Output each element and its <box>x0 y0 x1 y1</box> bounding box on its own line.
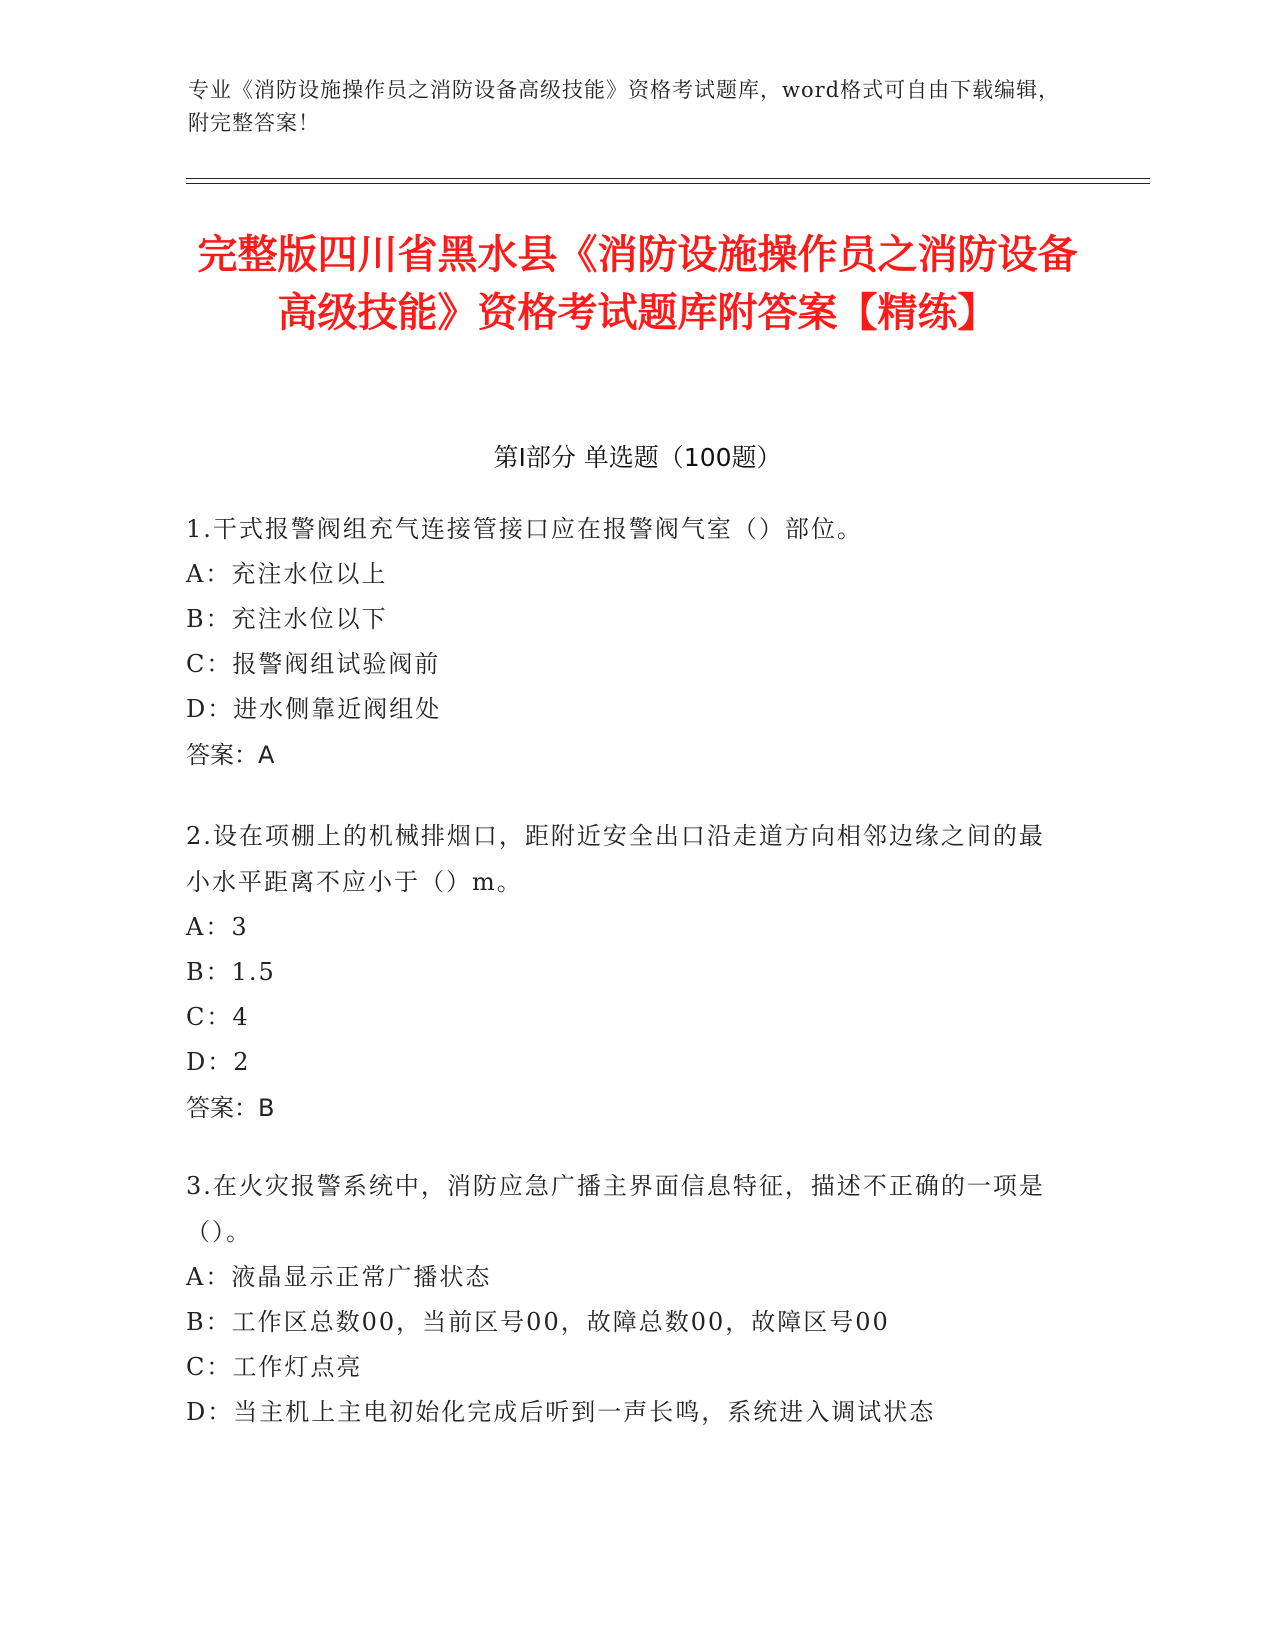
question-text: 3.在火灾报警系统中，消防应急广播主界面信息特征，描述不正确的一项是（）。 <box>186 1172 1045 1246</box>
option-c: C：4 <box>186 1003 250 1031</box>
option-a: A：液晶显示正常广播状态 <box>186 1263 492 1291</box>
document-title: 完整版四川省黑水县《消防设施操作员之消防设备高级技能》资格考试题库附答案【精练】 <box>197 232 1078 336</box>
answer: 答案：A <box>186 741 275 769</box>
option-d: D：2 <box>186 1048 251 1076</box>
question-3 <box>186 1163 1066 1435</box>
question-2 <box>186 813 1066 1131</box>
option-b: B：工作区总数00，当前区号00，故障总数00，故障区号00 <box>186 1308 890 1336</box>
option-b: B：1.5 <box>186 958 276 986</box>
option-d: D：当主机上主电初始化完成后听到一声长鸣，系统进入调试状态 <box>186 1398 936 1426</box>
header-note: 专业《消防设施操作员之消防设备高级技能》资格考试题库，word格式可自由下载编辑，附完整答案！ <box>188 78 1061 135</box>
question-1 <box>186 506 1066 778</box>
option-c: C：报警阀组试验阀前 <box>186 650 441 678</box>
answer: 答案：B <box>186 1094 275 1122</box>
option-a: A：充注水位以上 <box>186 560 388 588</box>
question-text: 2.设在项棚上的机械排烟口，距附近安全出口沿走道方向相邻边缘之间的最小水平距离不应小于（）m。 <box>186 822 1045 896</box>
header-divider <box>186 178 1150 179</box>
header-divider-secondary <box>186 183 1150 184</box>
option-d: D：进水侧靠近阀组处 <box>186 695 442 723</box>
question-text: 1.干式报警阀组充气连接管接口应在报警阀气室（）部位。 <box>186 515 863 543</box>
option-a: A：3 <box>186 913 249 941</box>
option-b: B：充注水位以下 <box>186 605 388 633</box>
option-c: C：工作灯点亮 <box>186 1353 363 1381</box>
section-title: 第I部分 单选题（100题） <box>493 443 782 472</box>
